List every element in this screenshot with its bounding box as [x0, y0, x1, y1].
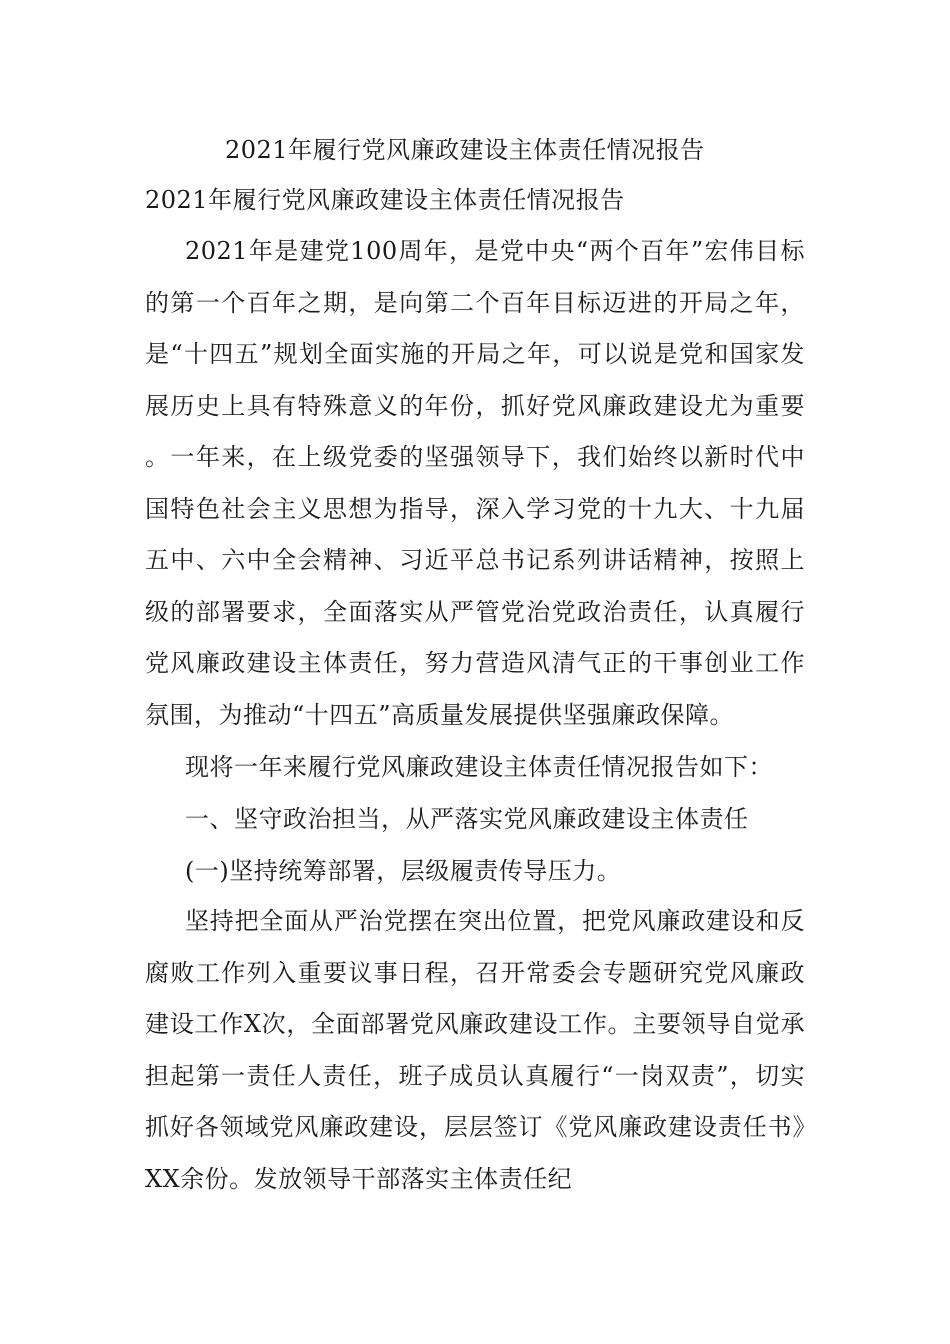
document-subtitle: 2021年履行党风廉政建设主体责任情况报告: [145, 186, 625, 214]
paragraph-section-1-1: 坚持把全面从严治党摆在突出位置，把党风廉政建设和反腐败工作列入重要议事日程，召开常委会专题研究党风廉政建设工作X次，全面部署党风廉政建设工作。主要领导自觉承担起第一责任人责任，班子成员认真履行“一岗双责”，切实抓好各领域党风廉政建设，层层签订《党风廉政建设责任书》XX余份。发放领导干部落实主体责任纪: [145, 907, 805, 1193]
document-title: 2021年履行党风廉政建设主体责任情况报告: [225, 136, 705, 164]
section-heading-1: 一、坚守政治担当，从严落实党风廉政建设主体责任: [185, 805, 749, 833]
paragraph-intro: 2021年是建党100周年，是党中央“两个百年”宏伟目标的第一个百年之期，是向第二个百年目标迈进的开局之年，是“十四五”规划全面实施的开局之年，可以说是党和国家发展历史上具有特殊意义的年份，抓好党风廉政建设尤为重要。一年来，在上级党委的坚强领导下，我们始终以新时代中国特色社会主义思想为指导，深入学习党的十九大、十九届五中、六中全会精神、习近平总书记系列讲话精神，按照上级的部署要求，全面落实从严管党治党政治责任，认真履行党风廉政建设主体责任，努力营造风清气正的干事创业工作氛围，为推动“十四五”高质量发展提供坚强廉政保障。: [145, 237, 805, 729]
report-intro-line: 现将一年来履行党风廉政建设主体责任情况报告如下：: [185, 753, 773, 781]
subsection-heading-1-1: (一)坚持统筹部署，层级履责传导压力。: [185, 857, 622, 885]
